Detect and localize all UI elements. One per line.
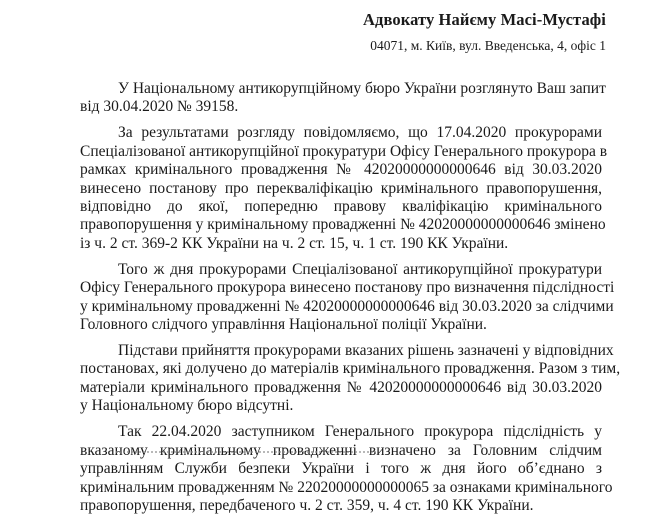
text-line: Офісу Генерального прокурора винесено постанову про визначення підслідності [80,279,615,297]
text-line: у кримінальному провадженні № 42020000000000646 від 30.03.2020 за слідчими [80,297,614,315]
text-line: правопорушення, передбаченого ч. 2 ст. 359, ч. 4 ст. 190 КК України. [80,496,534,514]
text-line: відповідно до якої, попередню правову кваліфікацію кримінального [80,198,602,216]
cut-off-next-line [116,451,376,463]
text-line: вказаному кримінальному провадженні визначено за Головним слідчим [80,441,602,459]
text-line: рамках кримінального провадження № 42020000000000646 від 30.03.2020 [80,161,602,179]
text-line: правопорушення у кримінальному провадженні № 42020000000000646 змінено [80,216,606,234]
text-line: За результатами розгляду повідомляємо, що 17.04.2020 прокурорами [118,124,602,142]
paragraph-requalification [80,124,608,253]
text-line: матеріали кримінального провадження № 42020000000000646 від 30.03.2020 [80,378,602,396]
text-line: винесено постанову про перекваліфікацію кримінального правопорушення, [80,179,602,197]
text-line: постановах, які долучено до матеріалів кримінального провадження. Разом з тим, [80,360,621,378]
paragraph-request-reviewed [80,80,606,117]
text-line: Так 22.04.2020 заступником Генерального прокурора підслідність у [118,423,602,441]
addressee-block [363,9,606,54]
text-line: у Національному бюро відсутні. [80,397,294,415]
text-line: із ч. 2 ст. 369-2 КК України на ч. 2 ст. 15, ч. 1 ст. 190 КК України. [80,234,509,252]
paragraph-merge [80,423,613,515]
text-line: від 30.04.2020 № 39158. [80,98,239,116]
text-line: У Національному антикорупційному бюро України розглянуто Ваш запит [118,80,606,97]
paragraph-jurisdiction [80,260,615,335]
paragraph-grounds [80,342,621,416]
text-line: Підстави прийняття прокурорами вказаних рішень зазначені у відповідних [118,342,614,360]
text-line: кримінальним провадженням № 22020000000000065 за ознаками кримінального [80,478,613,496]
addressee-address: 04071, м. Київ, вул. Введенська, 4, офіс 1 [370,38,606,53]
text-line: Того ж дня прокурорами Спеціалізованої антикорупційної прокуратури [118,260,602,278]
text-line: Головного слідчого управління Національної поліції України. [80,316,487,334]
text-line: Спеціалізованої антикорупційної прокуратури Офісу Генерального прокурора в [80,142,608,160]
text-line: управлінням Служби безпеки України і того ж дня його об’єднано з [80,460,602,478]
addressee-name: Адвокату Найєму Масі-Мустафі [363,10,606,29]
